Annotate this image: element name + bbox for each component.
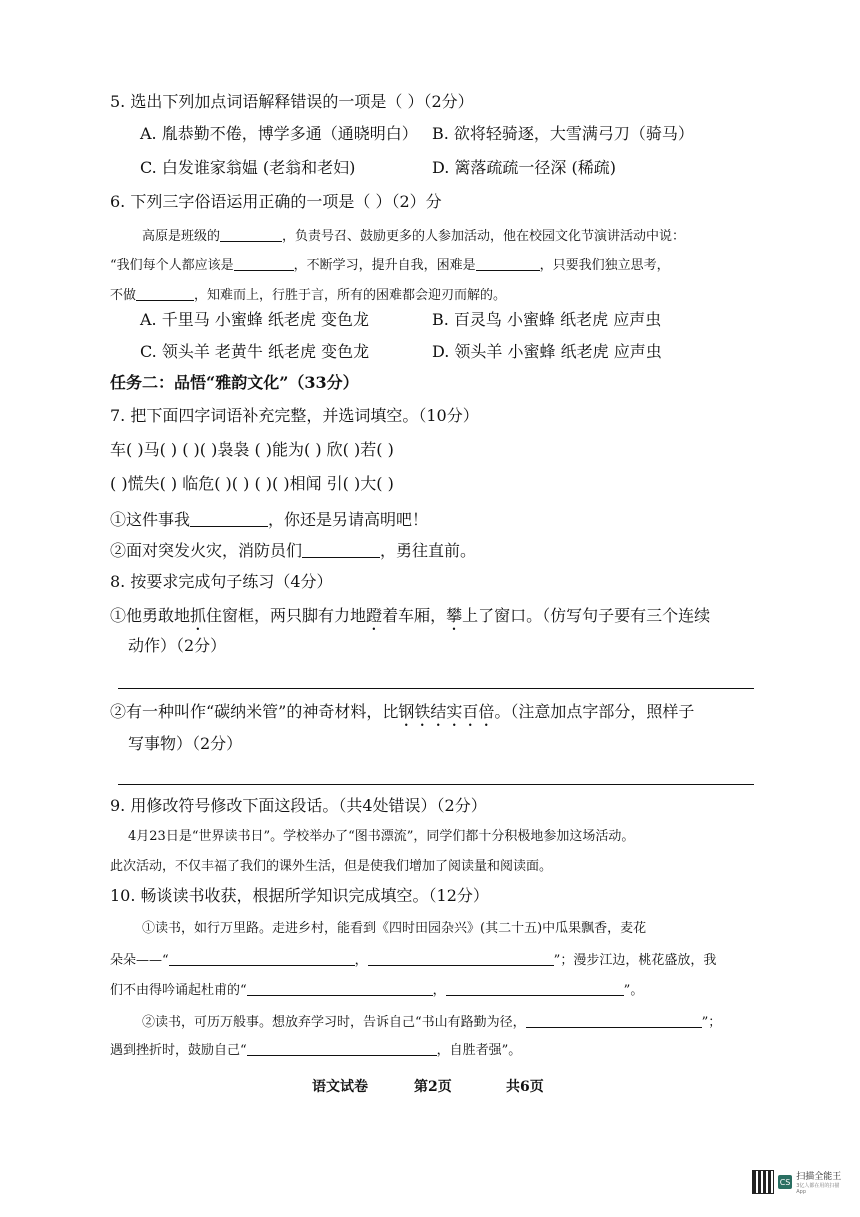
text: ②面对突发火灾，消防员们 — [110, 541, 303, 560]
text: 住窗框，两只脚有力地 — [206, 606, 367, 625]
q10-stem: 10. 畅谈读书收获，根据所学知识完成填空。（12分） — [110, 886, 489, 905]
text: 上了窗口。（仿写句子要有三个连续 — [462, 606, 711, 625]
blank[interactable] — [247, 1042, 437, 1056]
q6-stem: 6. 下列三字俗语运用正确的一项是（ ）（2）分 — [110, 192, 442, 211]
qr-code-icon — [752, 1170, 774, 1194]
footer-page: 第2页 — [414, 1079, 452, 1095]
dotted-word: 蹬 — [366, 606, 383, 625]
brand — [796, 1169, 844, 1195]
brand-name: 扫描全能王 — [796, 1172, 842, 1182]
blank[interactable] — [247, 982, 433, 996]
blank[interactable] — [190, 510, 268, 527]
text: ”。 — [623, 983, 644, 998]
q8-sentence2 — [110, 702, 694, 730]
footer-subject: 语文试卷 — [312, 1079, 368, 1095]
q8-sentence1 — [110, 606, 710, 634]
q6-option-d: D. 领头羊 小蜜蜂 纸老虎 应声虫 — [432, 342, 662, 361]
q9-passage-line2: 此次活动，不仅丰福了我们的课外生活，但是使我们增加了阅读量和阅读面。 — [110, 859, 553, 874]
text: 高原是班级的 — [142, 229, 221, 244]
q10-line5 — [110, 1042, 521, 1057]
text: ，负责号召、鼓励更多的人参加活动，他在校园文化节演讲活动中说： — [282, 229, 686, 244]
q5-stem: 5. 选出下列加点词语解释错误的一项是（ ）（2分） — [110, 92, 474, 111]
blank[interactable] — [169, 952, 355, 966]
text: 们不由得吟诵起杜甫的“ — [110, 983, 247, 998]
q6-option-b: B. 百灵鸟 小蜜蜂 纸老虎 应声虫 — [432, 310, 662, 329]
blank[interactable] — [234, 257, 294, 271]
text: ，只要我们独立思考， — [539, 258, 670, 273]
text: 朵朵——“ — [110, 953, 169, 968]
text: ， — [354, 953, 368, 968]
text: ，你还是另请高明吧！ — [268, 510, 429, 529]
q7-idiom-row1: 车( )马( ) ( )( )袅袅 ( )能为( ) 欣( )若( ) — [110, 440, 394, 459]
blank[interactable] — [476, 257, 540, 271]
q9-passage-line1: 4月23日是“世界读书日”。学校举办了“图书漂流”，同学们都十分积极地参加这场活动。 — [128, 829, 635, 844]
q5-option-b: B. 欲将轻骑逐，大雪满弓刀（骑马） — [432, 124, 694, 143]
q5-option-d: D. 篱落疏疏一径深 (稀疏) — [432, 158, 617, 177]
text: ①他勇敢地 — [110, 606, 191, 625]
text: “我们每个人都应该是 — [110, 258, 234, 273]
q5-option-a: A. 胤恭勤不倦，博学多通（通晓明白） — [140, 124, 418, 143]
blank[interactable] — [302, 541, 380, 558]
q6-passage-line2 — [110, 257, 670, 272]
text: 着车厢， — [382, 606, 447, 625]
blank[interactable] — [368, 952, 554, 966]
blank[interactable] — [220, 228, 282, 242]
q7-sentence2 — [110, 541, 476, 559]
q10-line1: ①读书，如行万里路。走进乡村，能看到《四时田园杂兴》(其二十五)中瓜果飘香，麦花 — [142, 921, 647, 936]
text: ，知难而上，行胜于言，所有的困难都会迎刃而解的。 — [194, 288, 507, 303]
answer-line[interactable] — [118, 688, 754, 689]
text: ②读书，可历万般事。想放弃学习时，告诉自己“书山有路勤为径， — [142, 1015, 526, 1030]
task2-heading: 任务二：品悟“雅韵文化”（33分） — [110, 373, 359, 392]
text: ”； — [701, 1015, 722, 1030]
q5-option-c: C. 白发谁家翁媪 (老翁和老妇) — [140, 158, 356, 177]
q7-stem: 7. 把下面四字词语补充完整，并选词填空。（10分） — [110, 406, 479, 425]
footer-total: 共6页 — [506, 1079, 544, 1095]
text: ，不断学习，提升自我，困难是 — [293, 258, 476, 273]
dotted-word: 抓 — [190, 606, 207, 625]
blank[interactable] — [446, 982, 624, 996]
q9-stem: 9. 用修改符号修改下面这段话。（共4处错误）（2分） — [110, 796, 487, 815]
q6-passage-line1 — [142, 228, 685, 243]
q10-line3 — [110, 982, 643, 997]
q7-idiom-row2: ( )慌失( ) 临危( )( ) ( )( )相闻 引( )大( ) — [110, 474, 394, 493]
blank[interactable] — [136, 287, 194, 301]
q7-sentence1 — [110, 510, 428, 528]
text: 不做 — [110, 288, 137, 303]
q10-line2 — [110, 952, 716, 967]
brand-sub: 3亿人都在用的扫描App — [796, 1183, 840, 1195]
scanner-watermark — [752, 1170, 844, 1194]
text: ”；漫步江边，桃花盛放，我 — [553, 953, 717, 968]
q6-option-a: A. 千里马 小蜜蜂 纸老虎 变色龙 — [140, 310, 369, 329]
text: ， — [432, 983, 446, 998]
q6-passage-line3 — [110, 287, 506, 302]
text: ，勇往直前。 — [380, 541, 477, 560]
answer-line[interactable] — [118, 784, 754, 785]
q8-sentence1-cont: 动作）（2分） — [128, 636, 227, 655]
text: ，自胜者强”。 — [436, 1043, 522, 1058]
cs-logo-icon: CS — [778, 1175, 792, 1189]
text: ②有一种叫作“碳纳米管”的神奇材料，比 — [110, 702, 399, 721]
text: ①这件事我 — [110, 510, 191, 529]
q6-option-c: C. 领头羊 老黄牛 纸老虎 变色龙 — [140, 342, 370, 361]
q8-sentence2-cont: 写事物）（2分） — [128, 734, 243, 753]
dotted-word: 攀 — [446, 606, 463, 625]
q8-stem: 8. 按要求完成句子练习（4分） — [110, 572, 333, 591]
text: 遇到挫折时，鼓励自己“ — [110, 1043, 247, 1058]
q10-line4 — [142, 1014, 721, 1029]
text: 。（注意加点字部分，照样子 — [494, 702, 695, 721]
dotted-word: 钢铁结实百倍 — [398, 702, 495, 721]
blank[interactable] — [526, 1014, 702, 1028]
